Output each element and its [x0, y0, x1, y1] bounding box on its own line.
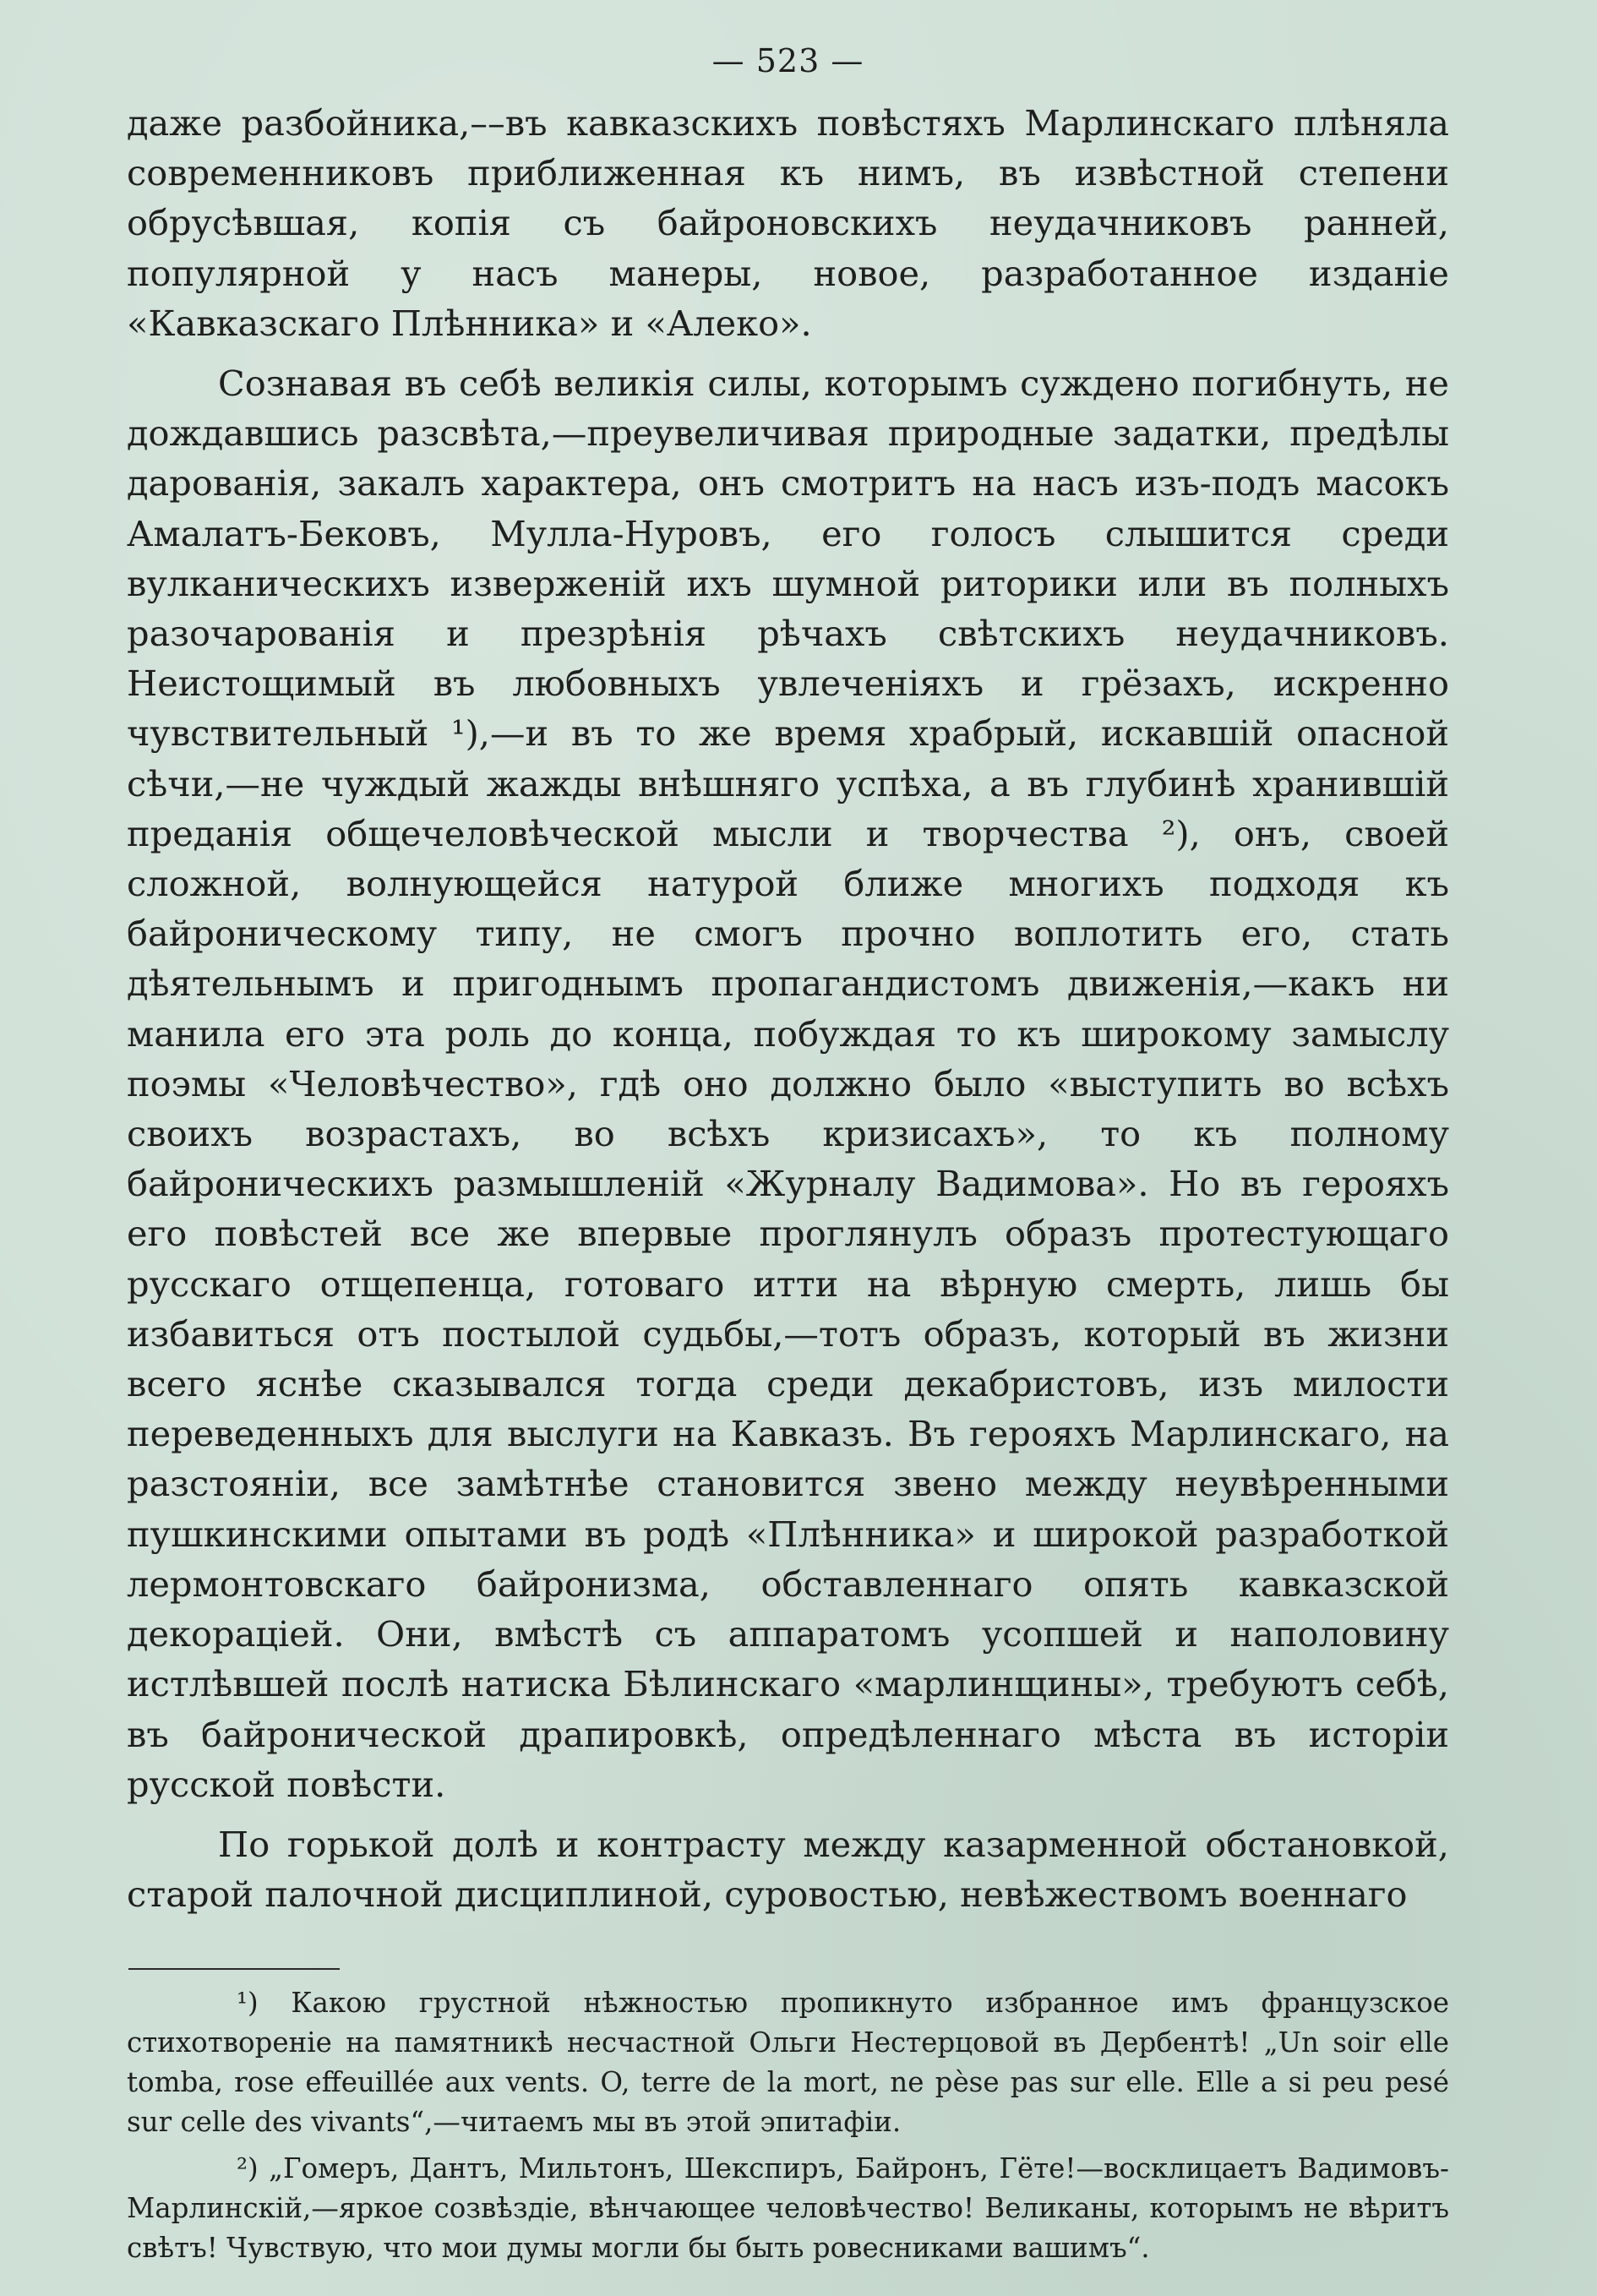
footnotes	[127, 1983, 1449, 2268]
main-text	[127, 98, 1449, 1919]
paragraph-2: Сознавая въ себѣ великія силы, которымъ суждено погибнуть, не дождавшись разсвѣта,—преувеличивая природные задатки, предѣлы дарованія, закалъ характера, онъ смотритъ на насъ изъ-подъ масокъ Амалатъ-Бековъ, Мулла-Нуровъ, его голосъ слышится среди вулканическихъ изверженій ихъ шумной риторики или въ полныхъ разочарованія и презрѣнія рѣчахъ свѣтскихъ неудачниковъ. Неистощимый въ любовныхъ увлеченіяхъ и грёзахъ, искренно чувствительный ¹),—и въ то же время храбрый, искавшій опасной сѣчи,—не чуждый жажды внѣшняго успѣха, а въ глубинѣ хранившій преданія общечеловѣческой мысли и творчества ²), онъ, своей сложной, волнующейся натурой ближе многихъ подходя къ байроническому типу, не смогъ прочно воплотить его, стать дѣятельнымъ и пригоднымъ пропагандистомъ движенія,—какъ ни манила его эта роль до конца, побуждая то къ широкому замыслу поэмы «Человѣчество», гдѣ оно должно было «выступить во всѣхъ своихъ возрастахъ, во всѣхъ кризисахъ», то къ полному байроническихъ размышленій «Журналу Вадимова». Но въ герояхъ его повѣстей все же впервые проглянулъ образъ протестующаго русскаго отщепенца, готоваго итти на вѣрную смерть, лишь бы избавиться отъ постылой судьбы,—тотъ образъ, который въ жизни всего яснѣе сказывался тогда среди декабристовъ, изъ милости переведенныхъ для выслуги на Кавказъ. Въ герояхъ Марлинскаго, на разстояніи, все замѣтнѣе становится звено между неувѣренными пушкинскими опытами въ родѣ «Плѣнника» и широкой разработкой лермонтовскаго байронизма, обставленнаго опять кавказской декораціей. Они, вмѣстѣ съ аппаратомъ усопшей и наполовину истлѣвшей послѣ натиска Бѣлинскаго «марлинщины», требуютъ себѣ, въ байронической драпировкѣ, опредѣленнаго мѣста въ исторіи русской повѣсти.	[127, 363, 1449, 1805]
footnote-2: ²) „Гомеръ, Дантъ, Мильтонъ, Шекспиръ, Байронъ, Гёте!—восклицаетъ Вадимовъ-Марлинскій,—яркое созвѣздіе, вѣнчающее человѣчество! Великаны, которымъ не вѣритъ свѣтъ! Чувствую, что мои думы могли бы быть ровесниками вашимъ“.	[127, 2152, 1449, 2265]
footnote-1: ¹) Какою грустной нѣжностью пропикнуто избранное имъ французское стихотвореніе на памятникѣ несчастной Ольги Нестерцовой въ Дербентѣ! „Un soir elle tomba, rose effeuillée aux vents. O, terre de la mort, ne pèse pas sur elle. Elle a si peu pesé sur celle des vivants“,—читаемъ мы въ этой эпитафіи.	[127, 1987, 1449, 2139]
page-number: — 523 —	[711, 42, 864, 79]
paragraph-1: даже разбойника,––въ кавказскихъ повѣстяхъ Марлинскаго плѣняла современниковъ приближенная къ нимъ, въ извѣстной степени обрусѣвшая, копія съ байроновскихъ неудачниковъ ранней, популярной у насъ манеры, новое, разработанное изданіе «Кавказскаго Плѣнника» и «Алеко».	[127, 102, 1449, 344]
paragraph-3: По горькой долѣ и контрасту между казарменной обстановкой, старой палочной дисциплиной, суровостью, невѣжествомъ военнаго	[127, 1823, 1449, 1916]
footnote-divider	[128, 1968, 340, 1970]
